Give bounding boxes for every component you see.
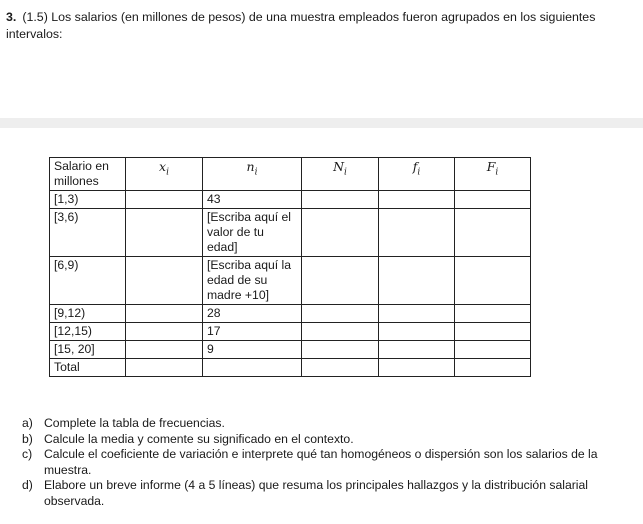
list-item: [22, 432, 634, 448]
f-cell: [379, 257, 455, 305]
header-x-i: $x_i$: [126, 158, 203, 191]
interval-cell: [6,9): [50, 257, 126, 305]
x-cell: [126, 209, 203, 257]
task-text: Complete la tabla de frecuencias.: [44, 416, 225, 430]
table-total-row: [50, 359, 531, 377]
page-separator: [0, 118, 643, 128]
n-cell: 28: [203, 305, 302, 323]
table-row: [50, 341, 531, 359]
task-text: Calcule la media y comente su significado en el contexto.: [44, 431, 354, 446]
list-item: [22, 478, 634, 509]
x-cell: [126, 191, 203, 209]
header-n-i: $n_i$: [203, 158, 302, 191]
list-item: [22, 447, 634, 478]
F-cell: [455, 323, 531, 341]
table-row: [50, 209, 531, 257]
table-row: [50, 191, 531, 209]
question-statement: [6, 9, 636, 43]
header-f-i: $f_i$: [379, 158, 455, 191]
F-cell: [455, 209, 531, 257]
question-text: (1.5) Los salarios (en millones de pesos) de una muestra empleados fueron agrupados en los siguientes intervalos:: [6, 10, 596, 41]
x-cell: [126, 305, 203, 323]
F-cell: [455, 341, 531, 359]
n-cell: [203, 359, 302, 377]
N-cell: [302, 257, 379, 305]
header-N-i: $N_i$: [302, 158, 379, 191]
f-cell: [379, 191, 455, 209]
n-cell: [Escriba aquí la edad de su madre +10]: [203, 257, 302, 305]
task-marker: b): [22, 431, 33, 446]
n-cell: 43: [203, 191, 302, 209]
f-cell: [379, 359, 455, 377]
header-F-i: $F_i$: [455, 158, 531, 191]
list-item: [22, 416, 634, 432]
N-cell: [302, 191, 379, 209]
table-row: [50, 323, 531, 341]
task-marker: a): [22, 416, 33, 430]
f-cell: [379, 341, 455, 359]
x-cell: [126, 323, 203, 341]
f-cell: [379, 305, 455, 323]
task-list: [22, 416, 634, 509]
interval-cell: [1,3): [50, 191, 126, 209]
n-cell: [Escriba aquí el valor de tu edad]: [203, 209, 302, 257]
task-marker: d): [22, 478, 33, 492]
N-cell: [302, 341, 379, 359]
N-cell: [302, 359, 379, 377]
frequency-table: [49, 157, 531, 377]
F-cell: [455, 305, 531, 323]
interval-cell: [9,12): [50, 305, 126, 323]
n-cell: 9: [203, 341, 302, 359]
interval-cell: [12,15): [50, 323, 126, 341]
N-cell: [302, 209, 379, 257]
task-text: Elabore un breve informe (4 a 5 líneas) que resuma los principales hallazgos y la distribución salarial observada.: [44, 478, 588, 508]
n-cell: 17: [203, 323, 302, 341]
table-row: [50, 257, 531, 305]
table-header-row: [50, 158, 531, 191]
question-number: 3.: [6, 10, 17, 24]
task-marker: c): [22, 447, 33, 461]
F-cell: [455, 257, 531, 305]
x-cell: [126, 341, 203, 359]
N-cell: [302, 323, 379, 341]
header-salary: Salario en millones: [50, 158, 126, 191]
N-cell: [302, 305, 379, 323]
interval-cell: [3,6): [50, 209, 126, 257]
total-label: Total: [50, 359, 126, 377]
F-cell: [455, 191, 531, 209]
table-row: [50, 305, 531, 323]
interval-cell: [15, 20]: [50, 341, 126, 359]
task-text: Calcule el coeficiente de variación e interprete qué tan homogéneos o dispersión son los salarios de la muestra.: [44, 447, 598, 477]
x-cell: [126, 359, 203, 377]
F-cell: [455, 359, 531, 377]
x-cell: [126, 257, 203, 305]
f-cell: [379, 323, 455, 341]
f-cell: [379, 209, 455, 257]
